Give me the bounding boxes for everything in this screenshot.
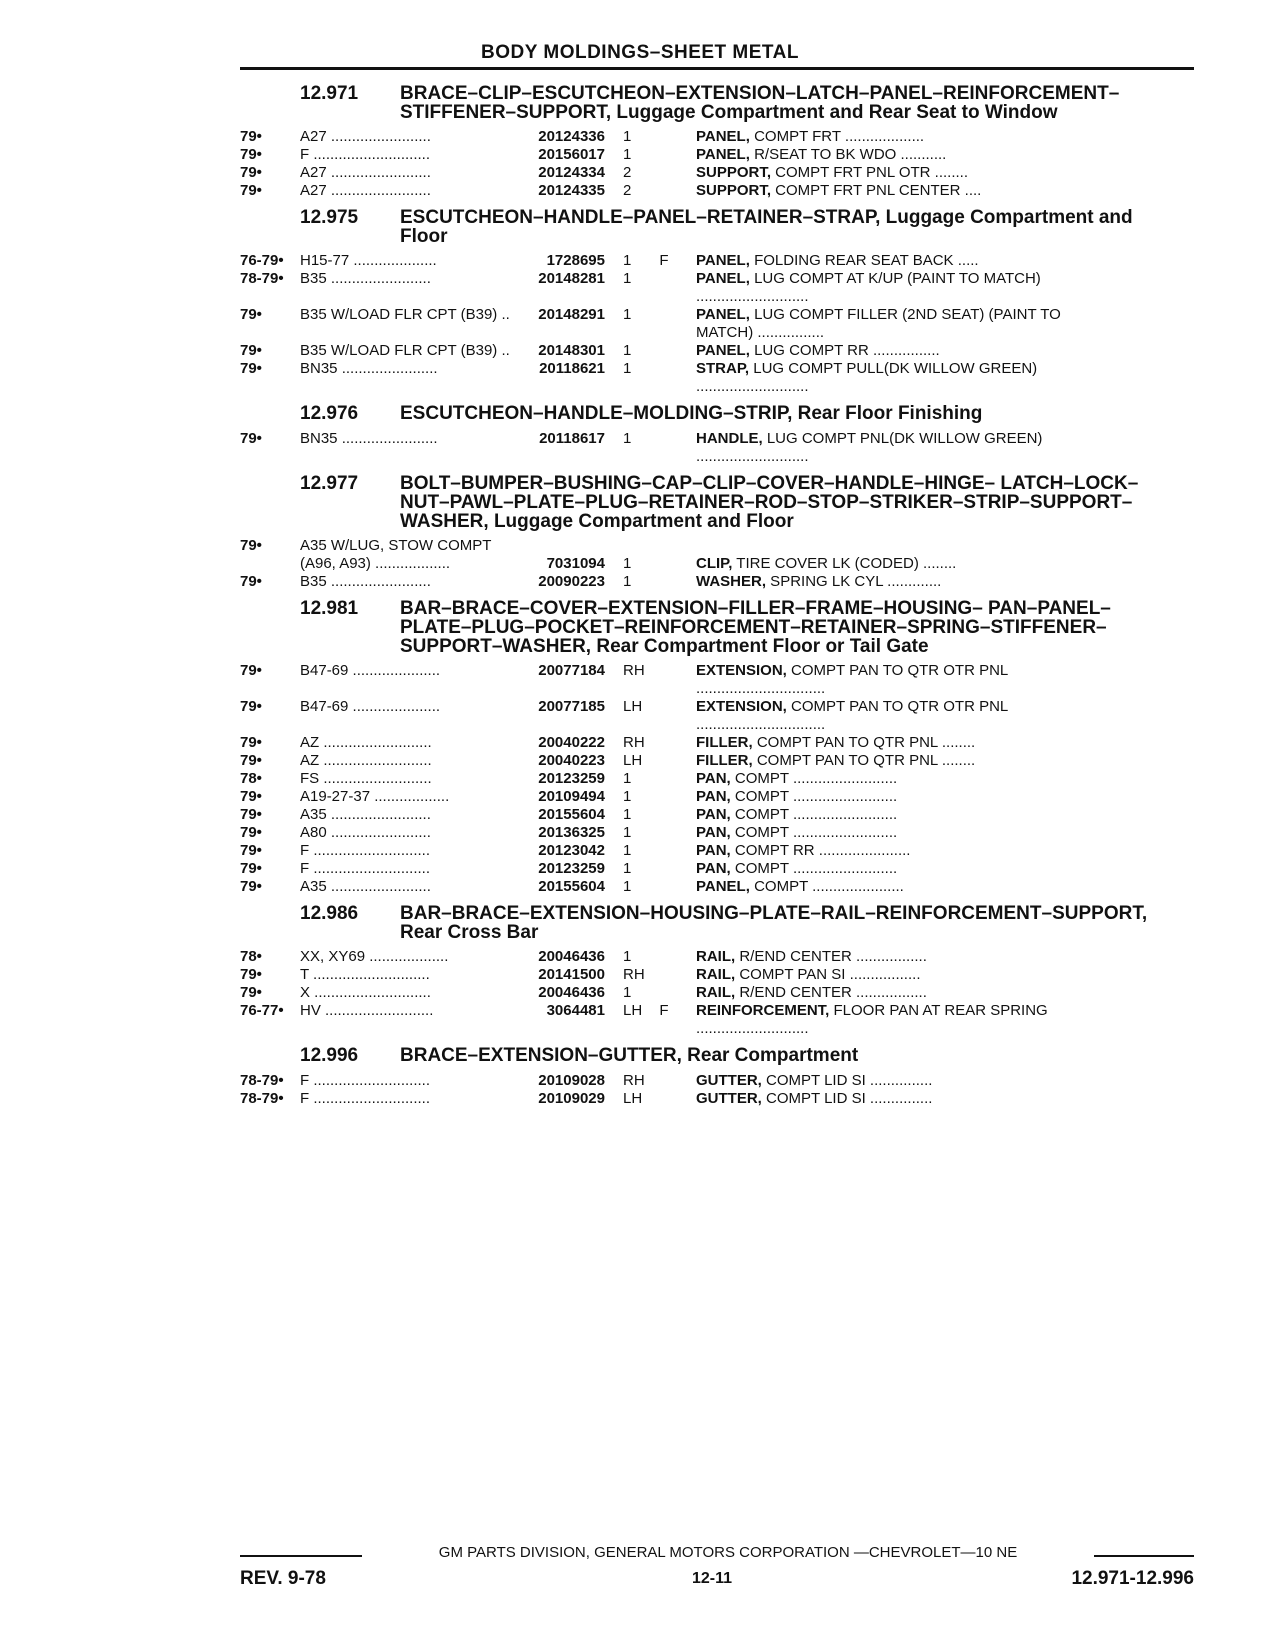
part-number: 20156017 bbox=[538, 146, 605, 163]
description-text: COMPT ...................... bbox=[749, 878, 904, 895]
part-row bbox=[240, 430, 1194, 466]
section-number: 12.975 bbox=[300, 207, 359, 228]
description-heading: PAN, bbox=[696, 860, 731, 877]
part-row bbox=[240, 1072, 1194, 1090]
description-heading: FILLER, bbox=[696, 734, 753, 751]
part-row bbox=[240, 984, 1194, 1002]
quantity: 1 bbox=[623, 770, 632, 787]
part-number: 20155604 bbox=[538, 878, 605, 895]
model-code: H15-77 .................... bbox=[300, 252, 437, 269]
part-row bbox=[240, 146, 1194, 164]
section-12-986 bbox=[240, 904, 1194, 1038]
quantity: 1 bbox=[623, 555, 632, 572]
part-number: 20109028 bbox=[538, 1072, 605, 1089]
section-heading bbox=[240, 904, 1194, 942]
model-code: FS .......................... bbox=[300, 770, 432, 787]
description-heading: EXTENSION, bbox=[696, 698, 787, 715]
quantity: 1 bbox=[623, 806, 632, 823]
description-text: LUG COMPT FILLER (2ND SEAT) (PAINT TO MATCH) ................ bbox=[696, 306, 1061, 341]
part-row bbox=[240, 788, 1194, 806]
model-year: 79• bbox=[240, 860, 262, 877]
model-year: 79• bbox=[240, 698, 262, 715]
part-description bbox=[696, 734, 1062, 752]
part-row bbox=[240, 128, 1194, 146]
quantity: 1 bbox=[623, 860, 632, 877]
model-code: A27 ........................ bbox=[300, 128, 431, 145]
part-description bbox=[696, 342, 1062, 360]
quantity: 1 bbox=[623, 360, 632, 377]
section-number: 12.986 bbox=[300, 903, 359, 924]
section-heading bbox=[240, 404, 1194, 424]
model-year: 78-79• bbox=[240, 1072, 284, 1089]
quantity: 1 bbox=[623, 573, 632, 590]
section-title: BAR–BRACE–EXTENSION–HOUSING–PLATE–RAIL–REINFORCEMENT–SUPPORT, Rear Cross Bar bbox=[400, 903, 1148, 943]
description-heading: CLIP, bbox=[696, 555, 733, 572]
model-year: 79• bbox=[240, 806, 262, 823]
part-description bbox=[696, 770, 1062, 788]
section-12-981 bbox=[240, 599, 1194, 896]
part-row bbox=[240, 698, 1194, 734]
quantity: RH bbox=[623, 734, 645, 751]
model-year: 79• bbox=[240, 788, 262, 805]
part-number: 20118617 bbox=[539, 430, 605, 447]
model-code: BN35 ....................... bbox=[300, 430, 438, 447]
description-text: LUG COMPT PNL(DK WILLOW GREEN) ........................... bbox=[696, 430, 1043, 465]
description-text: TIRE COVER LK (CODED) ........ bbox=[732, 555, 957, 572]
model-year: 79• bbox=[240, 146, 262, 163]
part-row bbox=[240, 966, 1194, 984]
part-description bbox=[696, 878, 1062, 896]
model-code: F ............................ bbox=[300, 842, 431, 859]
part-description bbox=[696, 128, 1062, 146]
model-code: X ............................ bbox=[300, 984, 431, 1001]
footer-publisher: GM PARTS DIVISION, GENERAL MOTORS CORPORATION —CHEVROLET—10 NE bbox=[438, 1544, 1018, 1561]
part-row bbox=[240, 770, 1194, 788]
description-heading: PANEL, bbox=[696, 306, 750, 323]
part-number: 20118621 bbox=[539, 360, 605, 377]
model-code: B47-69 ..................... bbox=[300, 662, 441, 679]
note-code: F bbox=[659, 1002, 669, 1019]
quantity: RH bbox=[623, 966, 645, 983]
section-heading bbox=[240, 84, 1194, 122]
description-text: COMPT FRT PNL CENTER .... bbox=[771, 182, 982, 199]
part-number: 1728695 bbox=[546, 252, 605, 269]
model-year: 79• bbox=[240, 842, 262, 859]
part-row bbox=[240, 342, 1194, 360]
part-number: 20123042 bbox=[538, 842, 605, 859]
quantity: 1 bbox=[623, 948, 632, 965]
model-year: 79• bbox=[240, 984, 262, 1001]
description-text: LUG COMPT AT K/UP (PAINT TO MATCH) ........................... bbox=[696, 270, 1041, 305]
section-range: 12.971-12.996 bbox=[1071, 1568, 1194, 1589]
part-description bbox=[696, 164, 1062, 182]
model-year: 78• bbox=[240, 948, 262, 965]
part-description bbox=[696, 1072, 1062, 1090]
description-heading: PANEL, bbox=[696, 252, 750, 269]
description-heading: FILLER, bbox=[696, 752, 753, 769]
quantity: 1 bbox=[623, 342, 632, 359]
model-year: 79• bbox=[240, 752, 262, 769]
quantity: LH bbox=[623, 1090, 643, 1107]
model-code: HV .......................... bbox=[300, 1002, 434, 1019]
quantity: 2 bbox=[623, 164, 632, 181]
section-title: BRACE–EXTENSION–GUTTER, Rear Compartment bbox=[400, 1045, 859, 1066]
part-row bbox=[240, 734, 1194, 752]
description-heading: STRAP, bbox=[696, 360, 750, 377]
part-row bbox=[240, 252, 1194, 270]
section-heading bbox=[240, 208, 1194, 246]
description-heading: RAIL, bbox=[696, 948, 736, 965]
revision-label: REV. 9-78 bbox=[240, 1568, 326, 1589]
part-description bbox=[696, 1002, 1062, 1038]
part-row bbox=[240, 182, 1194, 200]
part-description bbox=[696, 806, 1062, 824]
part-row bbox=[240, 164, 1194, 182]
model-code: A27 ........................ bbox=[300, 164, 431, 181]
model-year: 79• bbox=[240, 734, 262, 751]
part-description bbox=[696, 182, 1062, 200]
part-row bbox=[240, 878, 1194, 896]
part-row bbox=[240, 555, 1194, 573]
model-year: 79• bbox=[240, 164, 262, 181]
model-year: 79• bbox=[240, 128, 262, 145]
model-code: A27 ........................ bbox=[300, 182, 431, 199]
model-code: B35 ........................ bbox=[300, 270, 431, 287]
description-text: COMPT PAN SI ................. bbox=[735, 966, 921, 983]
description-text: FOLDING REAR SEAT BACK ..... bbox=[749, 252, 979, 269]
part-description bbox=[696, 662, 1062, 698]
description-heading: PANEL, bbox=[696, 128, 750, 145]
model-year: 79• bbox=[240, 573, 262, 590]
description-heading: SUPPORT, bbox=[696, 164, 772, 181]
part-row bbox=[240, 306, 1194, 342]
model-code: A19-27-37 .................. bbox=[300, 788, 450, 805]
section-title: ESCUTCHEON–HANDLE–MOLDING–STRIP, Rear Floor Finishing bbox=[400, 403, 983, 424]
part-number: 7031094 bbox=[546, 555, 605, 572]
quantity: 1 bbox=[623, 984, 632, 1001]
part-description bbox=[696, 555, 1062, 573]
model-code: (A96, A93) .................. bbox=[300, 555, 451, 572]
part-description bbox=[696, 842, 1062, 860]
description-heading: PANEL, bbox=[696, 342, 750, 359]
model-code: F ............................ bbox=[300, 860, 431, 877]
part-number: 20046436 bbox=[538, 948, 605, 965]
part-number: 20136325 bbox=[538, 824, 605, 841]
description-heading: GUTTER, bbox=[696, 1090, 762, 1107]
model-year: 79• bbox=[240, 342, 262, 359]
part-row bbox=[240, 1002, 1194, 1038]
description-heading: PANEL, bbox=[696, 878, 750, 895]
description-text: COMPT PAN TO QTR OTR PNL ............................... bbox=[696, 698, 1008, 733]
description-text: LUG COMPT RR ................ bbox=[749, 342, 940, 359]
part-number: 20077185 bbox=[538, 698, 605, 715]
quantity: 1 bbox=[623, 306, 632, 323]
part-row bbox=[240, 537, 1194, 555]
model-year: 79• bbox=[240, 306, 262, 323]
part-description bbox=[696, 752, 1062, 770]
description-text: COMPT PAN TO QTR PNL ........ bbox=[752, 734, 976, 751]
description-heading: GUTTER, bbox=[696, 1072, 762, 1089]
model-code: A35 W/LUG, STOW COMPT bbox=[300, 537, 492, 554]
part-number: 20148281 bbox=[538, 270, 605, 287]
part-row bbox=[240, 270, 1194, 306]
section-number: 12.977 bbox=[300, 473, 359, 494]
part-description bbox=[696, 360, 1062, 396]
page-number: 12-11 bbox=[692, 1570, 733, 1587]
model-code: A35 ........................ bbox=[300, 878, 431, 895]
model-code: B35 W/LOAD FLR CPT (B39) .. bbox=[300, 342, 510, 359]
part-number: 20109494 bbox=[538, 788, 605, 805]
description-heading: PAN, bbox=[696, 824, 731, 841]
part-description bbox=[696, 146, 1062, 164]
description-heading: RAIL, bbox=[696, 966, 736, 983]
description-heading: PAN, bbox=[696, 770, 731, 787]
model-code: F ............................ bbox=[300, 1090, 431, 1107]
model-year: 78-79• bbox=[240, 270, 284, 287]
model-code: A35 ........................ bbox=[300, 806, 431, 823]
footer-rule-right bbox=[1094, 1555, 1194, 1557]
quantity: RH bbox=[623, 662, 645, 679]
section-number: 12.981 bbox=[300, 598, 359, 619]
part-description bbox=[696, 430, 1062, 466]
quantity: LH bbox=[623, 1002, 643, 1019]
part-number: 20124336 bbox=[538, 128, 605, 145]
description-heading: WASHER, bbox=[696, 573, 767, 590]
description-heading: PANEL, bbox=[696, 270, 750, 287]
part-description bbox=[696, 306, 1062, 342]
section-title: ESCUTCHEON–HANDLE–PANEL–RETAINER–STRAP, Luggage Compartment and Floor bbox=[400, 207, 1133, 247]
description-text: COMPT ......................... bbox=[730, 824, 898, 841]
part-number: 20124335 bbox=[538, 182, 605, 199]
part-description bbox=[696, 252, 1062, 270]
description-text: LUG COMPT PULL(DK WILLOW GREEN) ........................... bbox=[696, 360, 1038, 395]
part-description bbox=[696, 948, 1062, 966]
model-year: 79• bbox=[240, 537, 262, 554]
quantity: LH bbox=[623, 698, 643, 715]
description-text: FLOOR PAN AT REAR SPRING ........................... bbox=[696, 1002, 1048, 1037]
quantity: 1 bbox=[623, 146, 632, 163]
model-code: A80 ........................ bbox=[300, 824, 431, 841]
part-description bbox=[696, 984, 1062, 1002]
part-number: 20123259 bbox=[538, 770, 605, 787]
section-title: BRACE–CLIP–ESCUTCHEON–EXTENSION–LATCH–PANEL–REINFORCEMENT–STIFFENER–SUPPORT, Luggage Compartment and Rear Seat to Window bbox=[400, 83, 1120, 123]
part-description bbox=[696, 1090, 1062, 1108]
description-text: SPRING LK CYL ............. bbox=[766, 573, 942, 590]
model-year: 79• bbox=[240, 430, 262, 447]
part-number: 20040222 bbox=[538, 734, 605, 751]
section-12-996 bbox=[240, 1046, 1194, 1108]
model-year: 79• bbox=[240, 360, 262, 377]
model-year: 79• bbox=[240, 182, 262, 199]
model-code: B47-69 ..................... bbox=[300, 698, 441, 715]
part-row bbox=[240, 860, 1194, 878]
quantity: LH bbox=[623, 752, 643, 769]
part-number: 20155604 bbox=[538, 806, 605, 823]
part-row bbox=[240, 948, 1194, 966]
description-text: COMPT ......................... bbox=[730, 806, 898, 823]
description-heading: PAN, bbox=[696, 806, 731, 823]
part-number: 20040223 bbox=[538, 752, 605, 769]
description-heading: EXTENSION, bbox=[696, 662, 787, 679]
part-number: 3064481 bbox=[546, 1002, 605, 1019]
section-title: BOLT–BUMPER–BUSHING–CAP–CLIP–COVER–HANDLE–HINGE– LATCH–LOCK–NUT–PAWL–PLATE–PLUG–RETAINER–ROD–STOP–STRIKER–STRIP–SUPPORT–WASHER, Luggage Compartment and Floor bbox=[400, 473, 1139, 532]
model-year: 79• bbox=[240, 966, 262, 983]
model-code: B35 W/LOAD FLR CPT (B39) .. bbox=[300, 306, 510, 323]
model-year: 79• bbox=[240, 878, 262, 895]
description-text: R/END CENTER ................. bbox=[735, 984, 927, 1001]
part-description bbox=[696, 860, 1062, 878]
section-12-976 bbox=[240, 404, 1194, 466]
description-text: COMPT RR ...................... bbox=[730, 842, 911, 859]
part-number: 20090223 bbox=[538, 573, 605, 590]
part-row bbox=[240, 824, 1194, 842]
description-heading: RAIL, bbox=[696, 984, 736, 1001]
part-row bbox=[240, 806, 1194, 824]
model-code: AZ .......................... bbox=[300, 734, 432, 751]
quantity: 1 bbox=[623, 270, 632, 287]
section-heading bbox=[240, 599, 1194, 656]
quantity: 1 bbox=[623, 788, 632, 805]
part-row bbox=[240, 752, 1194, 770]
model-code: BN35 ....................... bbox=[300, 360, 438, 377]
description-text: COMPT LID SI ............... bbox=[761, 1090, 933, 1107]
section-12-971 bbox=[240, 84, 1194, 200]
quantity: 1 bbox=[623, 252, 632, 269]
part-number: 20148291 bbox=[538, 306, 605, 323]
part-row bbox=[240, 842, 1194, 860]
model-year: 78• bbox=[240, 770, 262, 787]
model-code: F ............................ bbox=[300, 1072, 431, 1089]
description-text: COMPT FRT PNL OTR ........ bbox=[771, 164, 968, 181]
description-heading: HANDLE, bbox=[696, 430, 763, 447]
part-number: 20109029 bbox=[538, 1090, 605, 1107]
quantity: 1 bbox=[623, 878, 632, 895]
part-row bbox=[240, 360, 1194, 396]
section-12-977 bbox=[240, 474, 1194, 591]
part-row bbox=[240, 662, 1194, 698]
footer bbox=[240, 1568, 1194, 1592]
model-code: B35 ........................ bbox=[300, 573, 431, 590]
section-title: BAR–BRACE–COVER–EXTENSION–FILLER–FRAME–HOUSING– PAN–PANEL–PLATE–PLUG–POCKET–REINFORCEMENT–RETAINER–SPRING–STIFFENER–SUPPORT–WASHER, Rear Compartment Floor or Tail Gate bbox=[400, 598, 1111, 657]
footer-publisher-line bbox=[240, 1544, 1194, 1561]
description-text: COMPT ......................... bbox=[730, 788, 898, 805]
part-description bbox=[696, 573, 1062, 591]
description-text: COMPT ......................... bbox=[730, 770, 898, 787]
model-year: 79• bbox=[240, 824, 262, 841]
quantity: RH bbox=[623, 1072, 645, 1089]
note-code: F bbox=[659, 252, 669, 269]
model-year: 79• bbox=[240, 662, 262, 679]
part-description bbox=[696, 698, 1062, 734]
description-text: COMPT ......................... bbox=[730, 860, 898, 877]
section-number: 12.976 bbox=[300, 403, 359, 424]
section-heading bbox=[240, 1046, 1194, 1066]
part-number: 20141500 bbox=[538, 966, 605, 983]
model-code: T ............................ bbox=[300, 966, 430, 983]
description-text: COMPT PAN TO QTR PNL ........ bbox=[752, 752, 976, 769]
section-number: 12.971 bbox=[300, 83, 359, 104]
quantity: 1 bbox=[623, 842, 632, 859]
part-description bbox=[696, 788, 1062, 806]
quantity: 1 bbox=[623, 128, 632, 145]
description-text: COMPT PAN TO QTR OTR PNL ............................... bbox=[696, 662, 1008, 697]
part-row bbox=[240, 1090, 1194, 1108]
part-description bbox=[696, 824, 1062, 842]
quantity: 1 bbox=[623, 824, 632, 841]
parts-listing bbox=[240, 84, 1194, 1116]
description-heading: PANEL, bbox=[696, 146, 750, 163]
footer-rule-left bbox=[240, 1555, 362, 1557]
part-number: 20124334 bbox=[538, 164, 605, 181]
description-text: R/END CENTER ................. bbox=[735, 948, 927, 965]
page-title: BODY MOLDINGS–SHEET METAL bbox=[481, 42, 799, 63]
description-heading: SUPPORT, bbox=[696, 182, 772, 199]
part-description bbox=[696, 270, 1062, 306]
quantity: 2 bbox=[623, 182, 632, 199]
header-rule bbox=[240, 67, 1194, 70]
model-year: 78-79• bbox=[240, 1090, 284, 1107]
part-number: 20123259 bbox=[538, 860, 605, 877]
model-code: XX, XY69 ................... bbox=[300, 948, 449, 965]
description-text: R/SEAT TO BK WDO ........... bbox=[749, 146, 947, 163]
part-description bbox=[696, 966, 1062, 984]
part-number: 20046436 bbox=[538, 984, 605, 1001]
section-heading bbox=[240, 474, 1194, 531]
description-heading: PAN, bbox=[696, 842, 731, 859]
description-text: COMPT FRT ................... bbox=[749, 128, 925, 145]
model-code: AZ .......................... bbox=[300, 752, 432, 769]
model-code: F ............................ bbox=[300, 146, 431, 163]
quantity: 1 bbox=[623, 430, 632, 447]
section-number: 12.996 bbox=[300, 1045, 359, 1066]
description-text: COMPT LID SI ............... bbox=[761, 1072, 933, 1089]
part-row bbox=[240, 573, 1194, 591]
section-12-975 bbox=[240, 208, 1194, 396]
model-year: 76-77• bbox=[240, 1002, 284, 1019]
part-number: 20148301 bbox=[538, 342, 605, 359]
model-year: 76-79• bbox=[240, 252, 284, 269]
part-number: 20077184 bbox=[538, 662, 605, 679]
description-heading: REINFORCEMENT, bbox=[696, 1002, 830, 1019]
description-heading: PAN, bbox=[696, 788, 731, 805]
